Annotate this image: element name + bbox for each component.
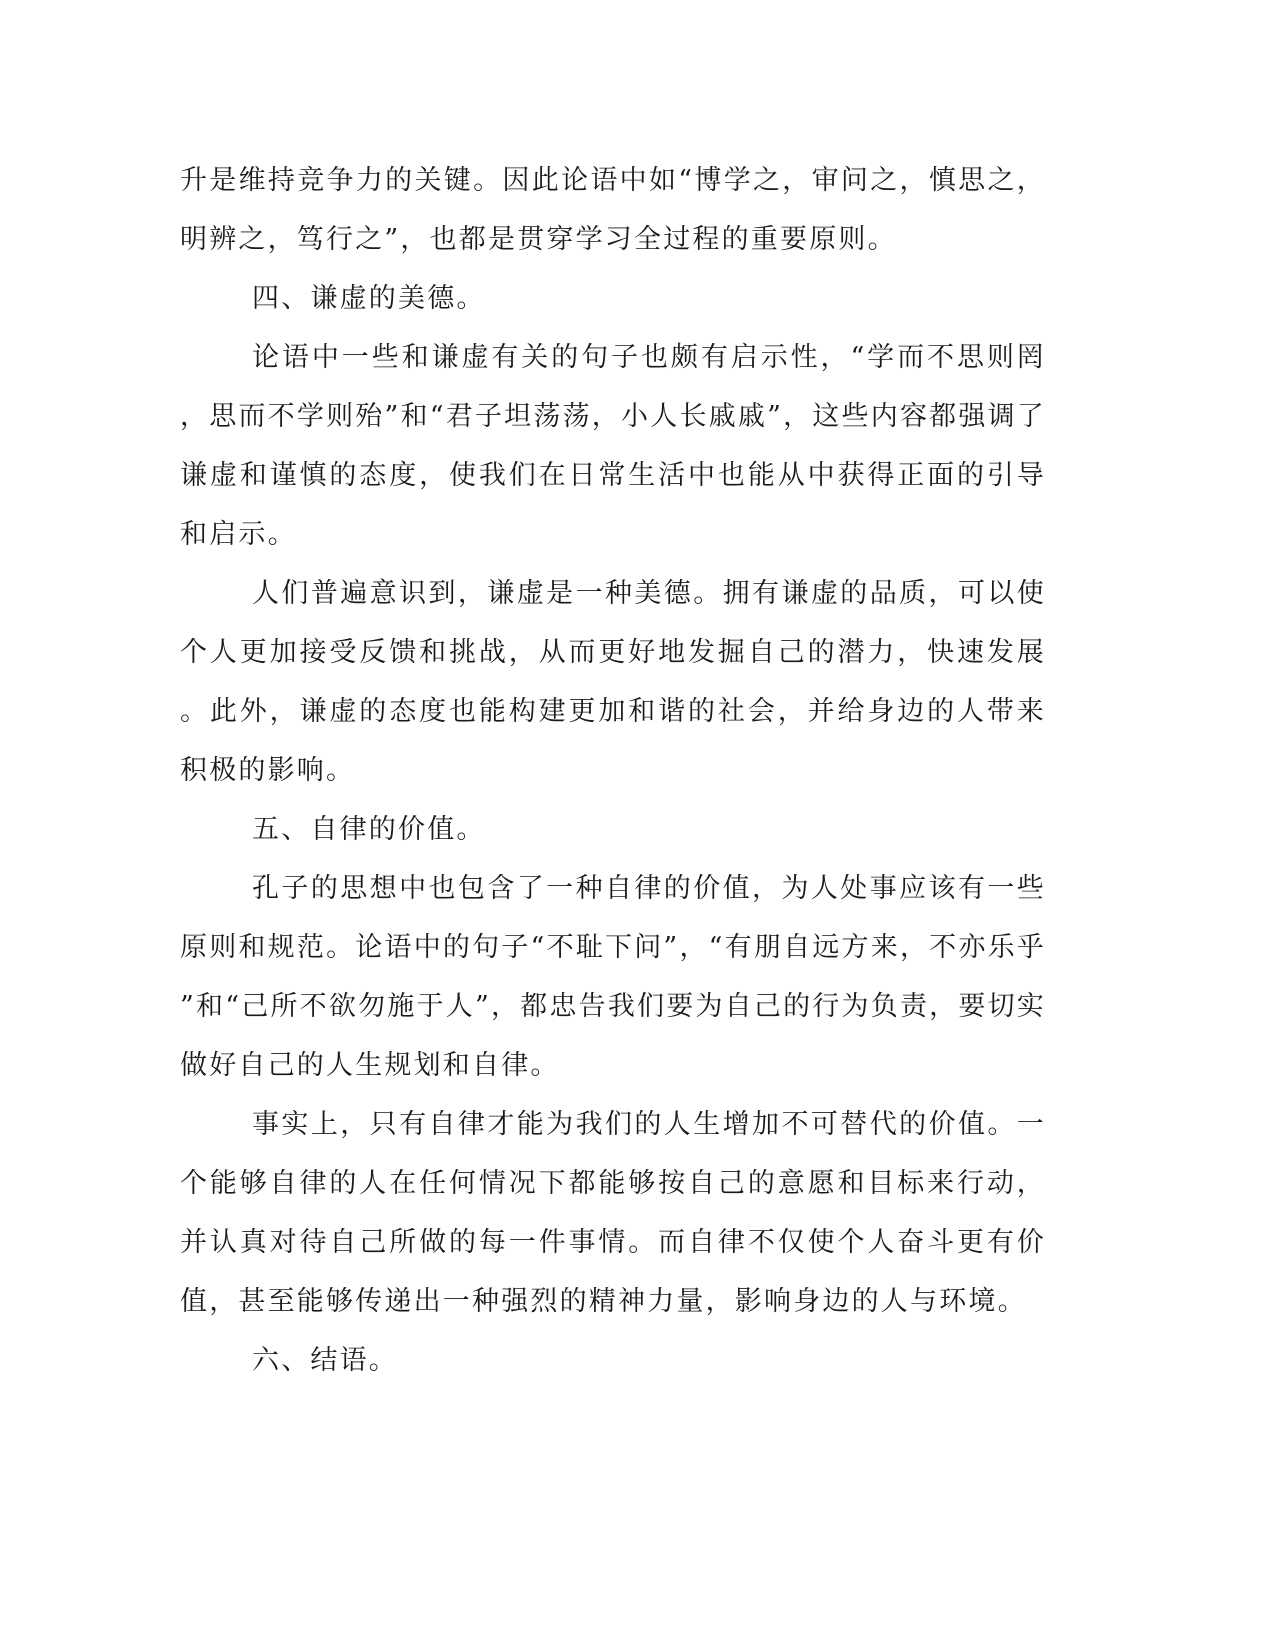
section-heading-conclusion: 六、结语。 bbox=[252, 1345, 398, 1376]
paragraph-humility-quotes: 论语中一些和谦虚有关的句子也颇有启示性，“学而不思则罔，思而不学则殆”和“君子坦荡荡，小人长戚戚”，这些内容都强调了谦虚和谨慎的态度，使我们在日常生活中也能从中获得正面的引导和启示。 bbox=[180, 342, 1046, 550]
section-heading-humility: 四、谦虚的美德。 bbox=[252, 283, 486, 314]
section-heading-self-discipline: 五、自律的价值。 bbox=[252, 814, 486, 845]
paragraph-self-discipline-quotes: 孔子的思想中也包含了一种自律的价值，为人处事应该有一些原则和规范。论语中的句子“不耻下问”，“有朋自远方来，不亦乐乎”和“己所不欲勿施于人”，都忠告我们要为自己的行为负责，要切实做好自己的人生规划和自律。 bbox=[180, 873, 1046, 1081]
document-body bbox=[180, 151, 1046, 1390]
paragraph-self-discipline-value: 事实上，只有自律才能为我们的人生增加不可替代的价值。一个能够自律的人在任何情况下都能够按自己的意愿和目标来行动，并认真对待自己所做的每一件事情。而自律不仅使个人奋斗更有价值，甚至能够传递出一种强烈的精神力量，影响身边的人与环境。 bbox=[180, 1109, 1046, 1317]
paragraph-humility-virtue: 人们普遍意识到，谦虚是一种美德。拥有谦虚的品质，可以使个人更加接受反馈和挑战，从而更好地发掘自己的潜力，快速发展。此外，谦虚的态度也能构建更加和谐的社会，并给身边的人带来积极的影响。 bbox=[180, 578, 1046, 786]
paragraph-continuation: 升是维持竞争力的关键。因此论语中如“博学之，审问之，慎思之，明辨之，笃行之”，也都是贯穿学习全过程的重要原则。 bbox=[180, 165, 1046, 255]
